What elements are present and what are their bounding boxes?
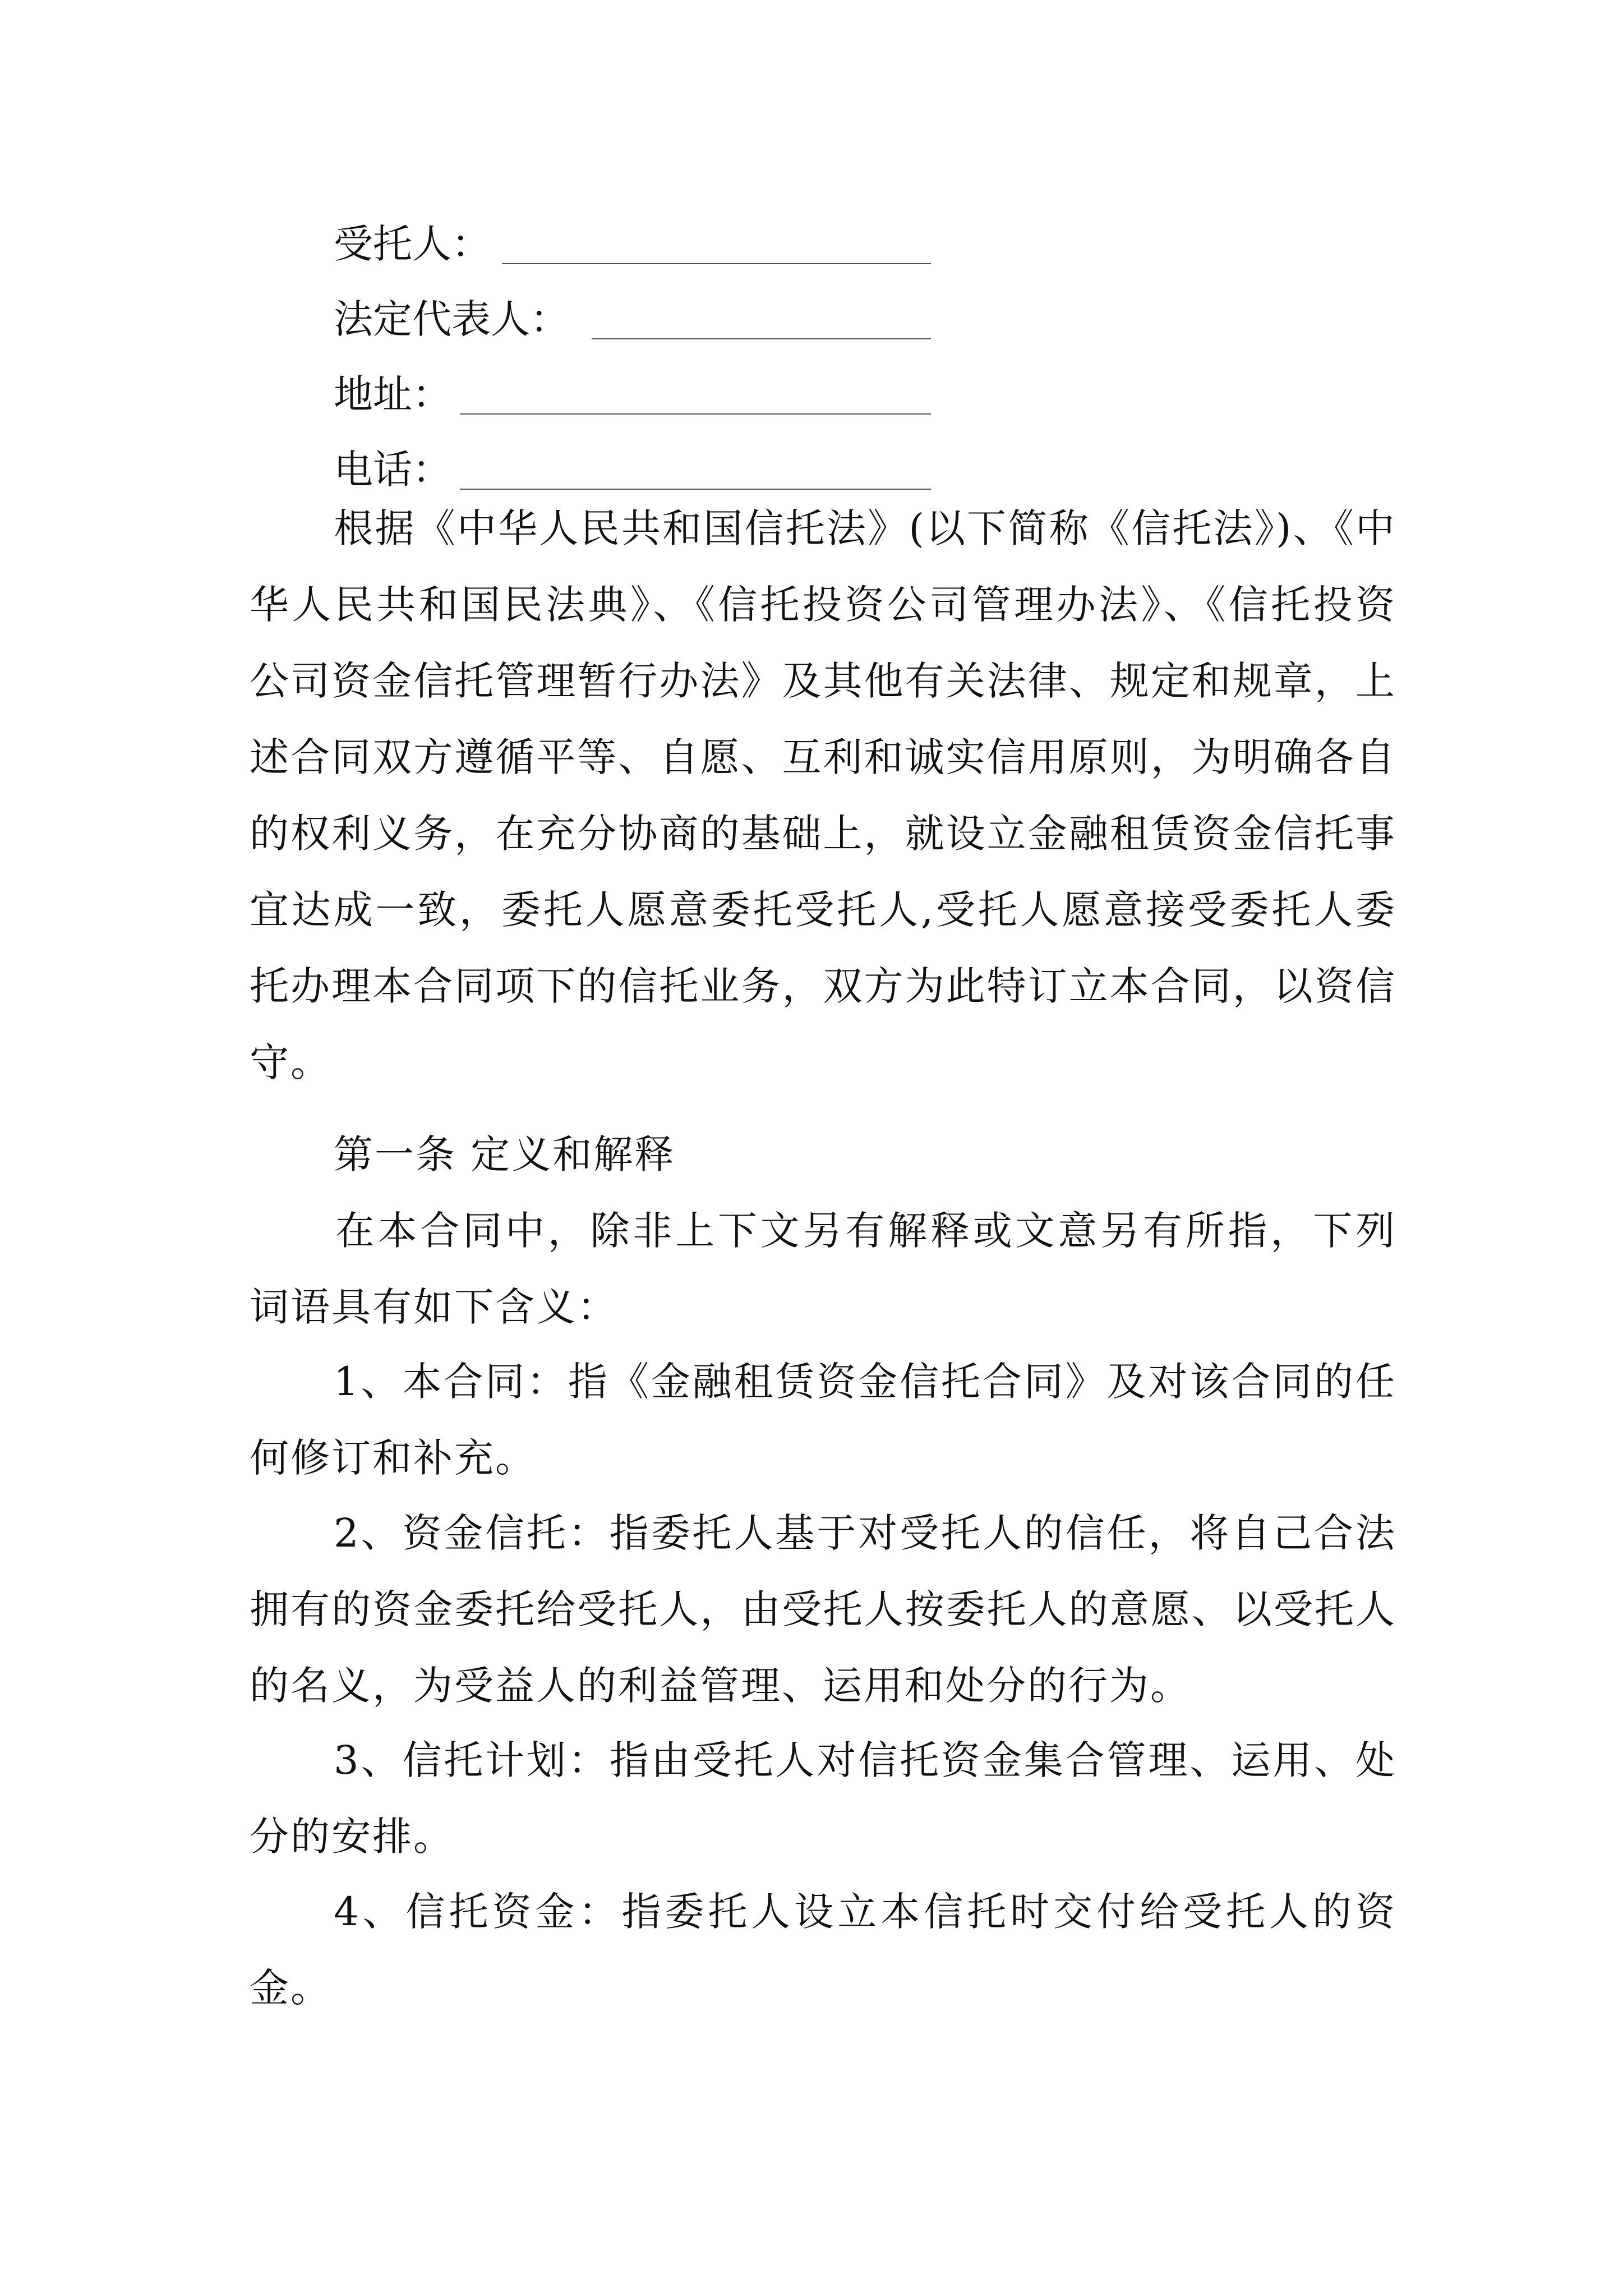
definition-2-text: 2、资金信托：指委托人基于对受托人的信任，将自己合法拥有的资金委托给受托人，由受托人按委托人的意愿、以受托人的名义，为受益人的利益管理、运用和处分的行为。 bbox=[250, 1510, 1396, 1709]
phone-field bbox=[334, 441, 451, 498]
address-field bbox=[334, 366, 451, 422]
trustee-field bbox=[334, 216, 491, 272]
legal-representative-field bbox=[334, 291, 569, 347]
phone-blank-line[interactable] bbox=[460, 489, 931, 490]
address-label: 地址： bbox=[334, 371, 451, 417]
phone-label: 电话： bbox=[334, 447, 451, 493]
definition-3-text: 3、信托计划：指由受托人对信托资金集合管理、运用、处分的安排。 bbox=[250, 1737, 1396, 1860]
definition-3-paragraph bbox=[250, 1722, 1396, 1875]
article1-title: 第一条 定义和解释 bbox=[334, 1131, 676, 1177]
definition-4-text: 4、信托资金：指委托人设立本信托时交付给受托人的资金。 bbox=[250, 1889, 1396, 2011]
definition-1-paragraph bbox=[250, 1343, 1396, 1496]
trustee-blank-line[interactable] bbox=[502, 263, 931, 264]
preamble-text: 根据《中华人民共和国信托法》(以下简称《信托法》)、《中华人民共和国民法典》、《信托投资公司管理办法》、《信托投资公司资金信托管理暂行办法》及其他有关法律、规定和规章，上述合同双方遵循平等、自愿、互利和诚实信用原则，为明确各自的权利义务，在充分协商的基础上，就设立金融租赁资金信托事宜达成一致，委托人愿意委托受托人,受托人愿意接受委托人委托办理本合同项下的信托业务，双方为此特订立本合同，以资信守。 bbox=[250, 505, 1396, 1085]
definition-1-text: 1、本合同：指《金融租赁资金信托合同》及对该合同的任何修订和补充。 bbox=[250, 1359, 1396, 1481]
trustee-label: 受托人： bbox=[334, 221, 491, 267]
definition-2-paragraph bbox=[250, 1495, 1396, 1724]
preamble-paragraph bbox=[250, 490, 1396, 1101]
article1-intro-text: 在本合同中，除非上下文另有解释或文意另有所指，下列词语具有如下含义： bbox=[250, 1208, 1396, 1330]
definition-4-paragraph bbox=[250, 1874, 1396, 2026]
legal-representative-blank-line[interactable] bbox=[592, 338, 931, 339]
address-blank-line[interactable] bbox=[460, 413, 931, 415]
article1-intro-paragraph bbox=[250, 1193, 1396, 1345]
legal-representative-label: 法定代表人： bbox=[334, 296, 569, 342]
